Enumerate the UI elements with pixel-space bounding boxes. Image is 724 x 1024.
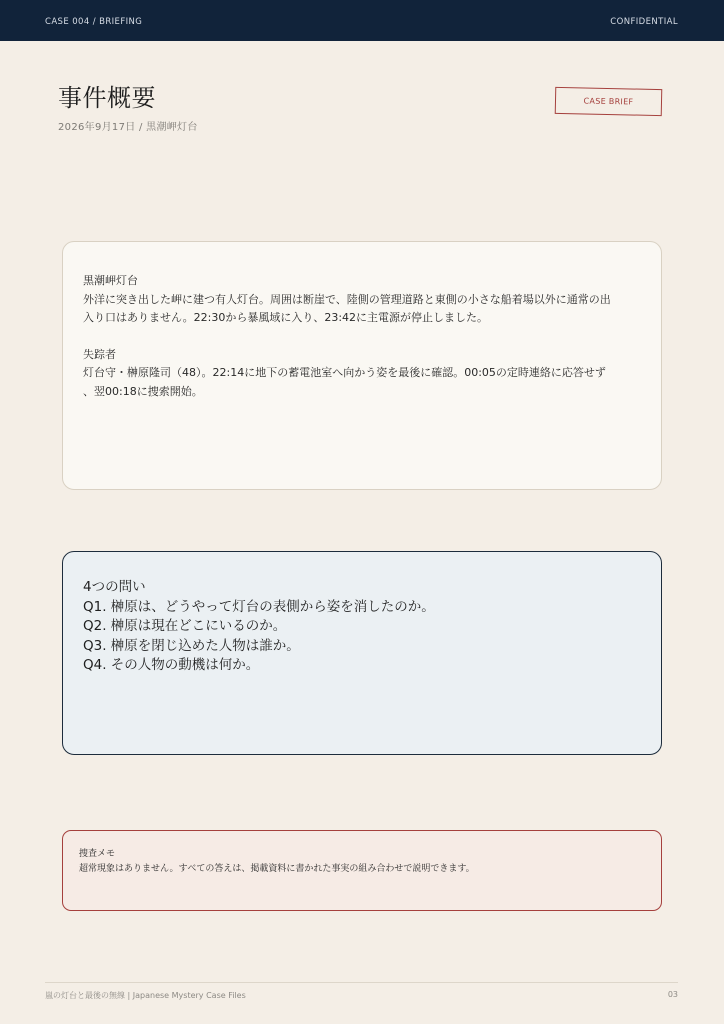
- footer-title: 嵐の灯台と最後の無線 | Japanese Mystery Case Files: [45, 991, 246, 1000]
- breadcrumb: CASE 004 / BRIEFING: [45, 17, 143, 27]
- location-text-line-1: 外洋に突き出した岬に建つ有人灯台。周囲は断崖で、陸側の管理道路と東側の小さな船着場以外に通常の出: [83, 292, 611, 306]
- questions-card: [62, 551, 662, 755]
- questions-heading: 4つの問い: [83, 579, 146, 595]
- page-subtitle: 2026年9月17日 / 黒潮岬灯台: [58, 122, 198, 133]
- footer-divider: [45, 982, 678, 983]
- missing-person-heading: 失踪者: [83, 347, 116, 361]
- missing-person-text-line-2: 、翌00:18に捜索開始。: [83, 384, 203, 398]
- location-text-line-2: 入り口はありません。22:30から暴風域に入り、23:42に主電源が停止しました。: [83, 311, 489, 324]
- question-item: Q3. 榊原を閉じ込めた人物は誰か。: [83, 637, 300, 654]
- missing-person-text-line-1: 灯台守・榊原隆司（48）。22:14に地下の蓄電池室へ向かう姿を最後に確認。00:05の定時連絡に応答せず: [83, 366, 606, 379]
- case-brief-stamp: CASE BRIEF: [555, 87, 663, 116]
- page-number: 03: [667, 990, 678, 999]
- classification-label: CONFIDENTIAL: [610, 17, 678, 27]
- top-bar: [0, 0, 724, 41]
- missing-person-section: [83, 346, 641, 402]
- question-item: Q1. 榊原は、どうやって灯台の表側から姿を消したのか。: [83, 598, 435, 615]
- investigation-memo-card: [62, 830, 662, 911]
- memo-text: 超常現象はありません。すべての答えは、掲載資料に書かれた事実の組み合わせで説明できます。: [79, 863, 475, 874]
- location-section: [83, 272, 641, 328]
- question-item: Q2. 榊原は現在どこにいるのか。: [83, 618, 287, 634]
- question-item: Q4. その人物の動機は何か。: [83, 657, 260, 673]
- case-info-card: [62, 241, 662, 490]
- page-title: 事件概要: [58, 84, 156, 112]
- location-heading: 黒潮岬灯台: [83, 274, 138, 287]
- memo-heading: 捜査メモ: [79, 849, 116, 859]
